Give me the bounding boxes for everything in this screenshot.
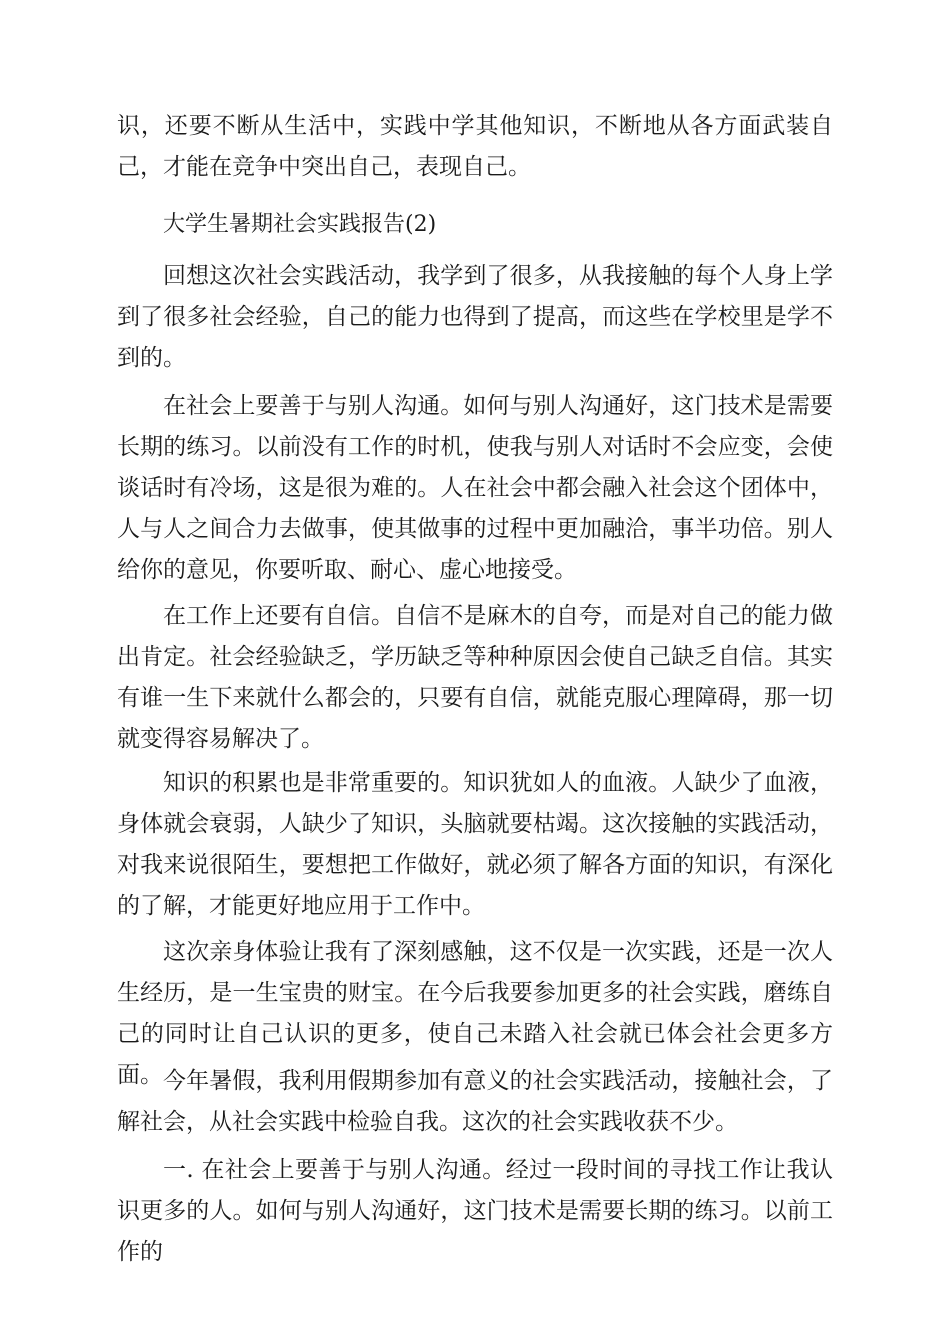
section-heading: 大学生暑期社会实践报告(2) xyxy=(163,212,437,237)
paragraph-knowledge: 知识的积累也是非常重要的。知识犹如人的血液。人缺少了血液，身体就会衰弱，人缺少了知识，头脑就要枯竭。这次接触的实践活动，对我来说很陌生，要想把工作做好，就必须了解各方面的知识，有深化的了解，才能更好地应用于工作中。 xyxy=(117,770,833,919)
paragraph-communication: 在社会上要善于与别人沟通。如何与别人沟通好，这门技术是需要长期的练习。以前没有工作的时机，使我与别人对话时不会应变，会使谈话时有冷场，这是很为难的。人在社会中都会融入社会这个团体中，人与人之间合力去做事，使其做事的过程中更加融洽，事半功倍。别人给你的意见，你要听取、耐心、虚心地接受。 xyxy=(117,393,833,583)
paragraph-continuation: 识，还要不断从生活中，实践中学其他知识，不断地从各方面武装自己，才能在竞争中突出自己，表现自己。 xyxy=(117,113,833,180)
paragraph-point-one: 一. 在社会上要善于与别人沟通。经过一段时间的寻找工作让我认识更多的人。如何与别人沟通好，这门技术是需要长期的练习。以前工作的 xyxy=(117,1157,833,1265)
paragraph-experience: 这次亲身体验让我有了深刻感触，这不仅是一次实践，还是一次人生经历，是一生宝贵的财宝。在今后我要参加更多的社会实践，磨练自己的同时让自己认识的更多，使自己未踏入社会就已体会社会更多方面。 xyxy=(117,939,833,1088)
paragraph-confidence: 在工作上还要有自信。自信不是麻木的自夸，而是对自己的能力做出肯定。社会经验缺乏，学历缺乏等种种原因会使自己缺乏自信。其实有谁一生下来就什么都会的，只要有自信，就能克服心理障碍，那一切就变得容易解决了。 xyxy=(117,603,833,752)
paragraph-reflection: 回想这次社会实践活动，我学到了很多，从我接触的每个人身上学到了很多社会经验，自己的能力也得到了提高，而这些在学校里是学不到的。 xyxy=(117,263,833,371)
paragraph-summer: 今年暑假，我利用假期参加有意义的社会实践活动，接触社会，了解社会，从社会实践中检验自我。这次的社会实践收获不少。 xyxy=(117,1068,833,1135)
